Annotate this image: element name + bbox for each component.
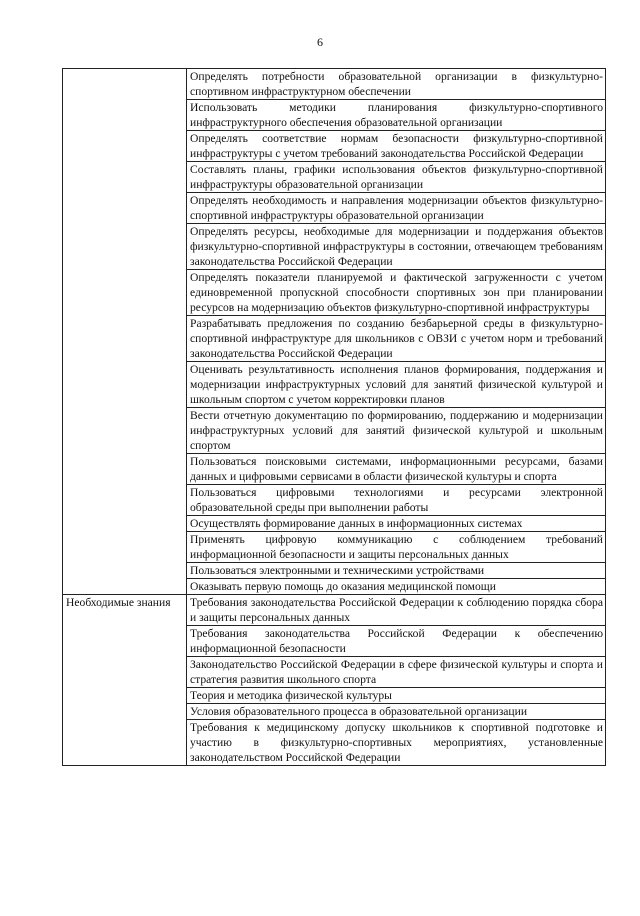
table-cell: Оказывать первую помощь до оказания медицинской помощи <box>187 579 606 595</box>
page-number: 6 <box>317 35 323 49</box>
table-cell: Оценивать результативность исполнения планов формирования, поддержания и модернизации инфраструктурных условий для занятий физической культурой и школьным спортом с учетом корректировки планов <box>187 362 606 408</box>
table-cell: Вести отчетную документацию по формированию, поддержанию и модернизации инфраструктурных условий для занятий физической культурой и школьным спортом <box>187 408 606 454</box>
table-cell: Требования законодательства Российской Федерации к соблюдению порядка сбора и защиты персональных данных <box>187 595 606 626</box>
table-cell: Составлять планы, графики использования объектов физкультурно-спортивной инфраструктуры образовательной организации <box>187 162 606 193</box>
table-cell: Определять соответствие нормам безопасности физкультурно-спортивной инфраструктуры с учетом требований законодательства Российской Федерации <box>187 131 606 162</box>
table-cell: Использовать методики планирования физкультурно-спортивного инфраструктурного обеспечения образовательной организации <box>187 100 606 131</box>
table-cell: Определять показатели планируемой и фактической загруженности с учетом единовременной пропускной способности спортивных зон при планировании ресурсов на модернизацию объектов физкультурно-спортивной инфраструктуры <box>187 270 606 316</box>
table-cell: Теория и методика физической культуры <box>187 688 606 704</box>
table-row <box>63 595 606 626</box>
table-cell: Осуществлять формирование данных в информационных системах <box>187 516 606 532</box>
requirements-table <box>62 68 606 766</box>
table-cell: Законодательство Российской Федерации в сфере физической культуры и спорта и стратегия развития школьного спорта <box>187 657 606 688</box>
table-cell: Требования к медицинскому допуску школьников к спортивной подготовке и участию в физкультурно-спортивных мероприятиях, установленные законодательством Российской Федерации <box>187 720 606 766</box>
table-row <box>63 69 606 100</box>
table-cell: Применять цифровую коммуникацию с соблюдением требований информационной безопасности и защиты персональных данных <box>187 532 606 563</box>
table-cell: Определять потребности образовательной организации в физкультурно-спортивном инфраструктурном обеспечении <box>187 69 606 100</box>
table-cell: Разрабатывать предложения по созданию безбарьерной среды в физкультурно-спортивной инфраструктуре для школьников с ОВЗИ с учетом норм и требований законодательства Российской Федерации <box>187 316 606 362</box>
table-cell: Условия образовательного процесса в образовательной организации <box>187 704 606 720</box>
table-cell: Требования законодательства Российской Федерации к обеспечению информационной безопасности <box>187 626 606 657</box>
table-cell: Пользоваться электронными и техническими устройствами <box>187 563 606 579</box>
table-cell: Пользоваться цифровыми технологиями и ресурсами электронной образовательной среды при выполнении работы <box>187 485 606 516</box>
skills-label-cell <box>63 69 187 595</box>
knowledge-label: Необходимые знания <box>63 595 187 766</box>
table-cell: Определять необходимость и направления модернизации объектов физкультурно-спортивной инфраструктуры образовательной организации <box>187 193 606 224</box>
table-cell: Определять ресурсы, необходимые для модернизации и поддержания объектов физкультурно-спортивной инфраструктуры в состоянии, отвечающем требованиям законодательства Российской Федерации <box>187 224 606 270</box>
table-cell: Пользоваться поисковыми системами, информационными ресурсами, базами данных и цифровыми сервисами в области физической культуры и спорта <box>187 454 606 485</box>
